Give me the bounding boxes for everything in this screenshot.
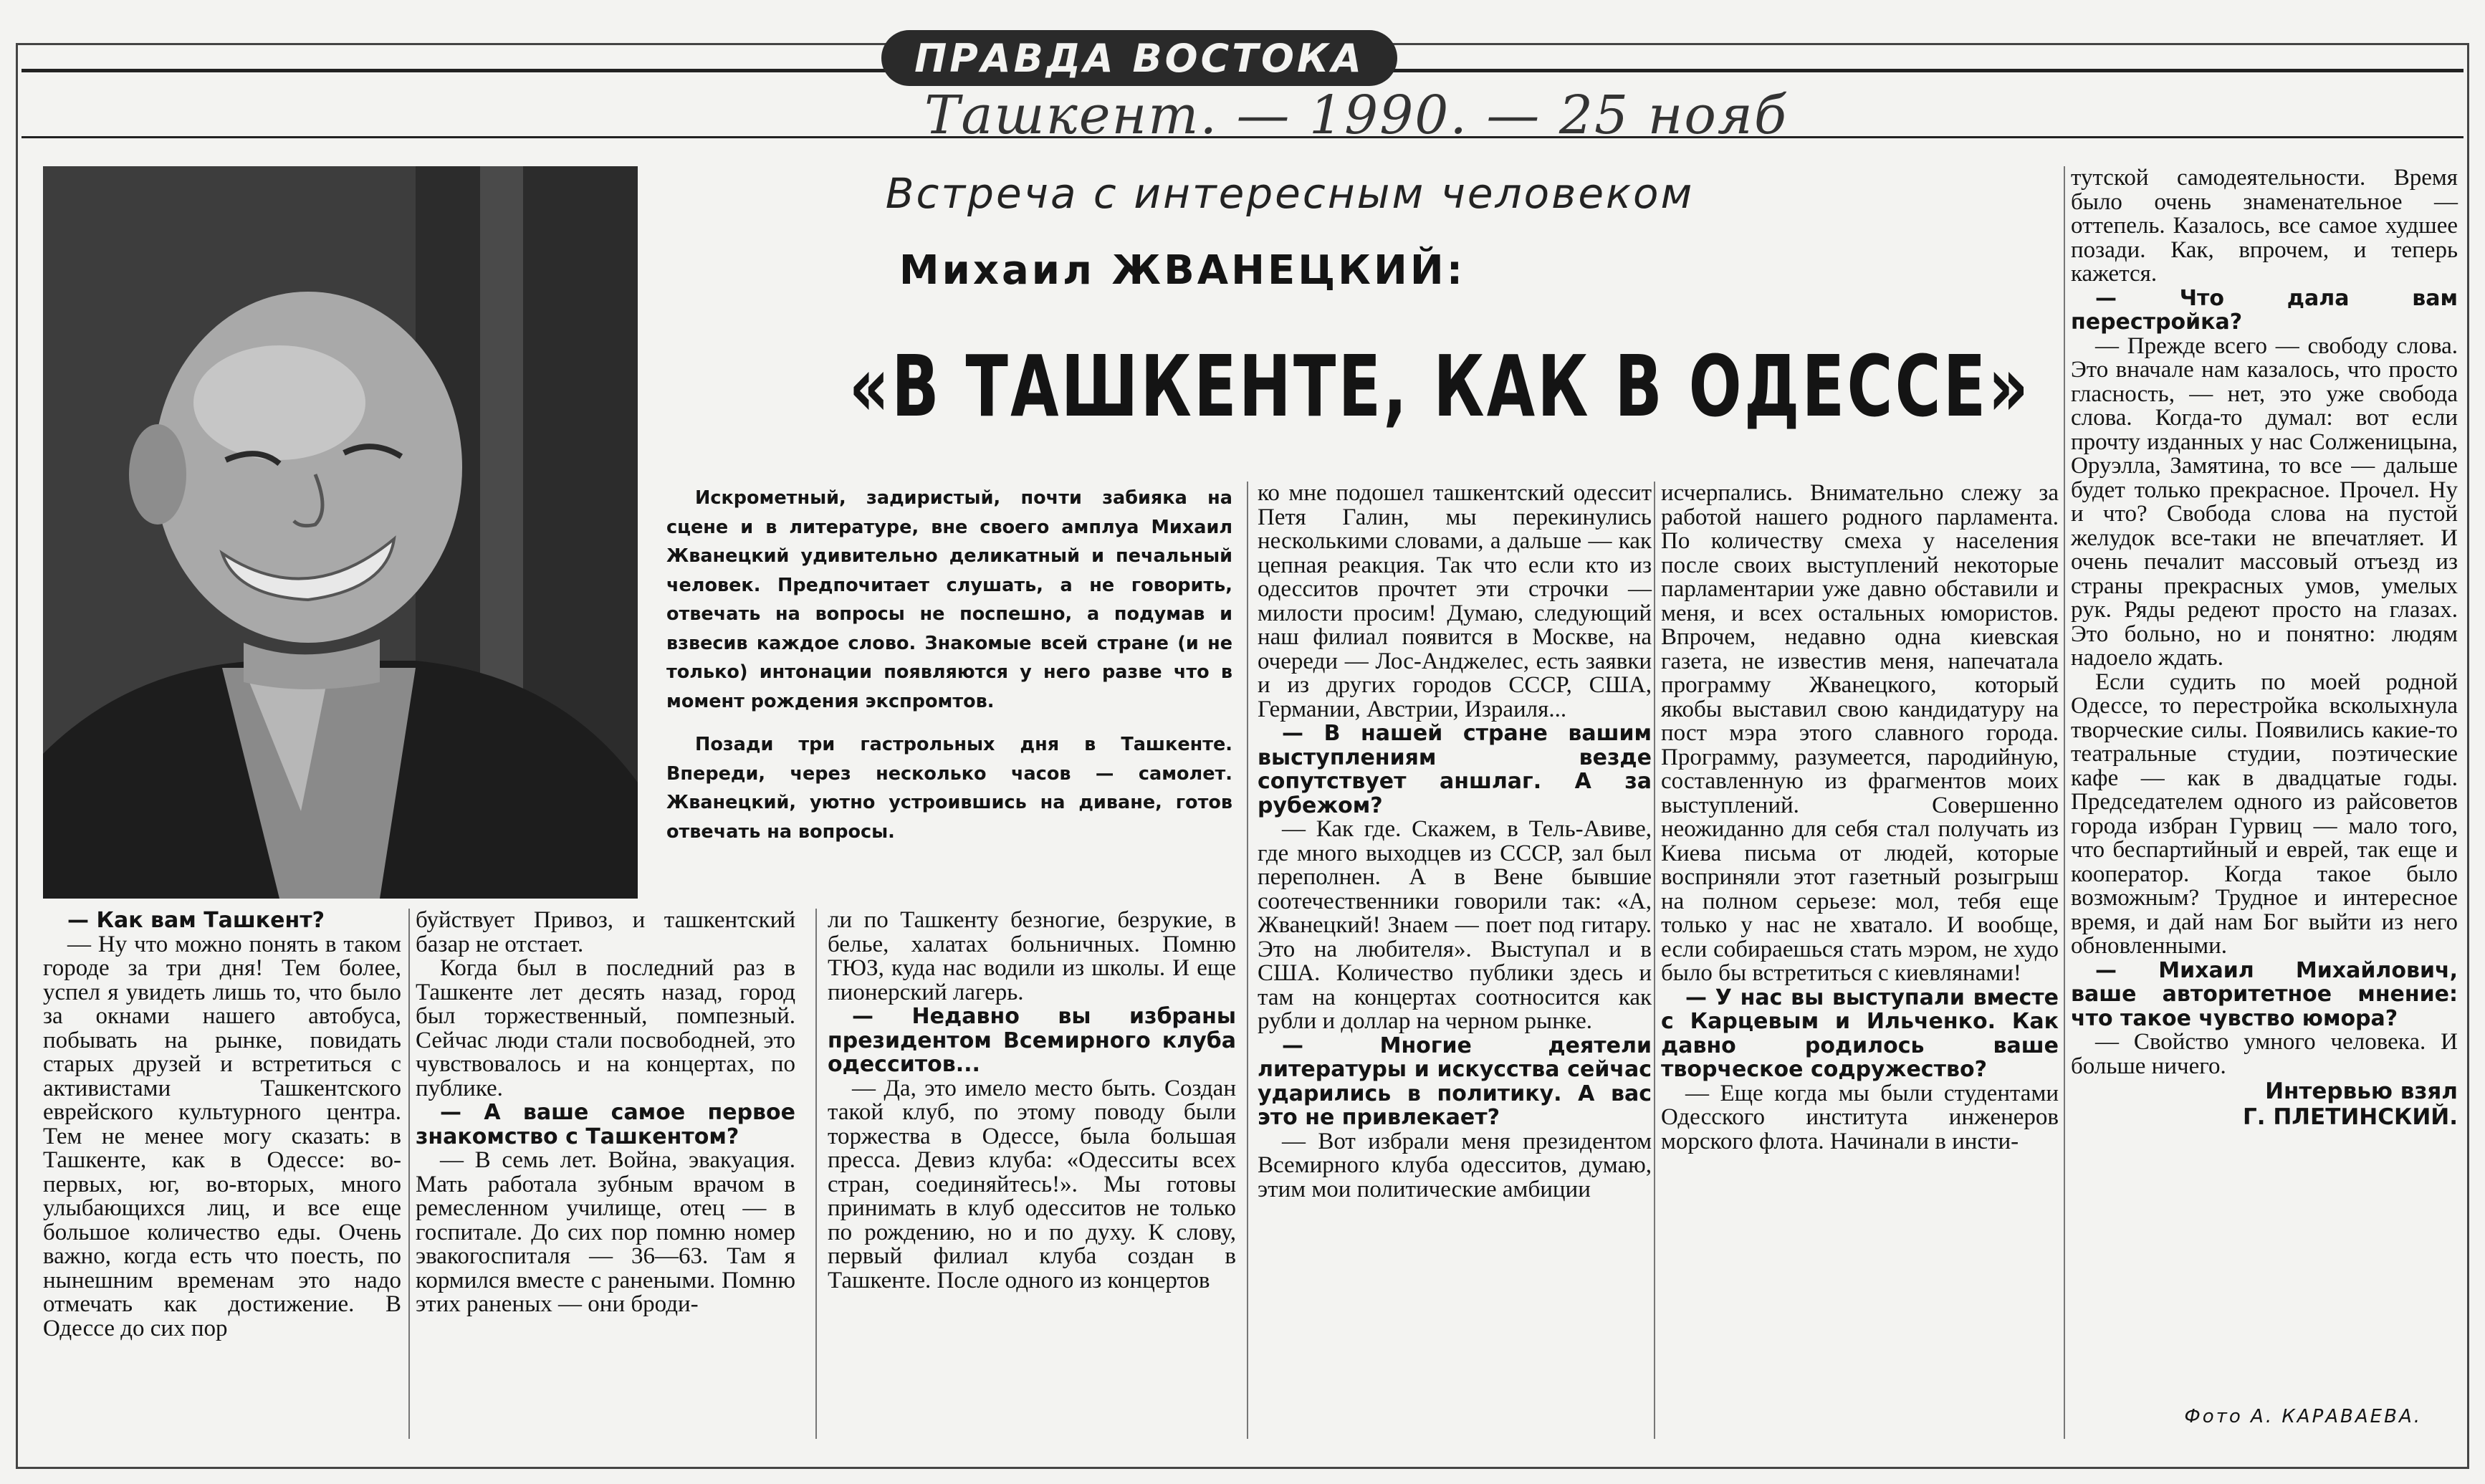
article-column-6 <box>2071 166 2458 1130</box>
interviewee-name: Михаил ЖВАНЕЦКИЙ: <box>899 247 1466 294</box>
article-column-2 <box>416 909 795 1317</box>
question: — Что дала вам перестройка? <box>2071 285 2458 335</box>
column-rule <box>815 909 817 1439</box>
lead-paragraph: Искрометный, задиристый, почти забияка на сцене и в литературе, вне своего амплуа Михаил Жванецкий удивительно деликатный и печальный человек. Предпочитает слушать, а не говорить, отвечать на вопросы не поспешно, а подумав и взвесив каждое слово. Знакомые всей стране (и не только) интонации появляются у него разве что в момент рождения экспромтов. <box>666 487 1232 712</box>
handwritten-date-note: Ташкент. — 1990. — 25 нояб <box>924 85 1789 146</box>
interviewer-signature <box>2071 1078 2458 1130</box>
answer: — Прежде всего — свободу слова. Это вначале нам казалось, что просто гласность, — нет, это уже свобода слова. Когда-то думал: вот если прочту изданных у нас Солженицына, Оруэлла, Замятина, то все — дальше будет только прекрасное. Прочел. Ну и что? Свобода слова на пустой желудок все-таки не впечатляет. И очень печалит массовый отъезд из страны прекрасных умов, умелых рук. Ряды редеют просто на глазах. Это больно, но и понятно: людям надоело ждать. <box>2071 332 2458 671</box>
answer: буйствует Привоз, и ташкентский базар не отстает. <box>416 907 795 957</box>
article-column-4 <box>1258 482 1652 1202</box>
headline: «В ТАШКЕНТЕ, КАК В ОДЕССЕ» <box>848 337 2031 436</box>
question: — А ваше самое первое знакомство с Ташкентом? <box>416 1100 795 1149</box>
top-rule <box>21 136 2464 138</box>
masthead-title: ПРАВДА ВОСТОКА <box>914 35 1364 81</box>
answer: ко мне подошел ташкентский одессит Петя Галин, мы перекинулись несколькими словами, а дальше — как цепная реакция. Так что если кто из одесситов прочтет эти строчки — милости просим! Думаю, следующий наш филиал появится в Москве, на очереди — Лос-Анджелес, есть заявки и из других городов СССР, США, Германии, Австрии, Израиля... <box>1258 480 1652 722</box>
question: — У нас вы выступали вместе с Карцевым и Ильченко. Как давно родилось ваше творческое содружество? <box>1661 985 2059 1082</box>
lead-paragraph: Позади три гастрольных дня в Ташкенте. Впереди, через несколько часов — самолет. Жванецкий, уютно устроившись на диване, готов отвечать на вопросы. <box>666 734 1232 843</box>
question: — В нашей стране вашим выступлениям везде сопутствует аншлаг. А за рубежом? <box>1258 721 1652 818</box>
answer: — Еще когда мы были студентами Одесского института инженеров морского флота. Начинали в инсти- <box>1661 1080 2059 1154</box>
answer: — Да, это имело место быть. Создан такой клуб, по этому поводу были торжества в Одессе, была большая пресса. Девиз клуба: «Одесситы всех стран, соединяйтесь!». Мы готовы принимать в клуб одесситов не только по рождению, но и по духу. К слову, первый филиал клуба создан в Ташкенте. После одного из концертов <box>828 1075 1236 1293</box>
column-rule <box>1654 482 1655 1439</box>
answer: — Свойство умного человека. И больше ничего. <box>2071 1029 2458 1079</box>
answer: Когда был в последний раз в Ташкенте лет десять назад, город был торжественный, помпезный. Сейчас люди стали посвободней, это чувствовалось и на концертах, по публике. <box>416 955 795 1101</box>
answer: — В семь лет. Война, эвакуация. Мать работала зубным врачом в ремесленном училище, отец — в госпитале. До сих пор помню номер эвакогоспиталя — 36—63. Там я кормился вместе с ранеными. Помню этих раненых — они броди- <box>416 1147 795 1317</box>
answer: — Ну что можно понять в таком городе за три дня! Тем более, успел я увидеть лишь то, что было за окнами нашего автобуса, побывать на рынке, повидать старых друзей и встретиться с активистами Ташкентского еврейского культурного центра. Тем не менее могу сказать: в Ташкенте, как в Одессе: во-первых, юг, во-вторых, много улыбающихся лиц, и все еще большое количество еды. Очень важно, когда есть что поесть, по нынешним временам это надо отмечать как достижение. В Одессе до сих пор <box>43 931 401 1341</box>
answer: — Вот избрали меня президентом Всемирного клуба одесситов, думаю, этим мои политические амбиции <box>1258 1128 1652 1202</box>
photo-credit: Фото А. КАРАВАЕВА. <box>2184 1406 2422 1427</box>
question: — Михаил Михайлович, ваше авторитетное мнение: что такое чувство юмора? <box>2071 957 2458 1031</box>
portrait-photo <box>43 166 638 899</box>
article-column-3 <box>828 909 1236 1293</box>
answer: тутской самодеятельности. Время было очень знаменательное — оттепель. Казалось, все самое худшее позади. Как, впрочем, и теперь кажется. <box>2071 165 2458 287</box>
column-rule <box>1247 482 1248 1439</box>
answer: ли по Ташкенту безногие, безрукие, в белье, халатах больничных. Помню ТЮЗ, куда нас водили из школы. И еще пионерский лагерь. <box>828 907 1236 1005</box>
lead-paragraphs <box>666 484 1232 861</box>
column-rule <box>2064 166 2065 1439</box>
answer: — Как где. Скажем, в Тель-Авиве, где много выходцев из СССР, зал был переполнен. А в Вене бывшие соотечественники говорили так: «А, Жванецкий! Знаем — поет под гитару. Это на любителя». Выступал и в США. Количество публики здесь и там на концертах соотносится как рубли и доллар на черном рынке. <box>1258 816 1652 1034</box>
question: — Как вам Ташкент? <box>67 908 325 933</box>
rubric: Встреча с интересным человеком <box>885 169 1695 218</box>
portrait-drawing <box>43 166 638 899</box>
question: — Многие деятели литературы и искусства сейчас ударились в политику. А вас это не привлекает? <box>1258 1033 1652 1130</box>
signature-line: Интервью взял <box>2265 1078 2458 1104</box>
question: — Недавно вы избраны президентом Всемирного клуба одесситов... <box>828 1004 1236 1077</box>
article-column-1 <box>43 909 401 1341</box>
masthead-banner <box>881 30 1397 86</box>
article-column-5 <box>1661 482 2059 1154</box>
column-rule <box>408 909 410 1439</box>
answer: Если судить по моей родной Одессе, то перестройка всколыхнула творческие силы. Появились какие-то театральные студии, поэтические кафе — как в двадцатые годы. Председателем одного из райсоветов города избран Гурвиц — мало того, что беспартийный и еврей, так еще и кооператор. Когда такое было возможным? Трудное и интересное время, и дай нам Бог выйти из него обновленными. <box>2071 669 2458 959</box>
interviewer-name: Г. ПЛЕТИНСКИЙ. <box>2243 1104 2458 1130</box>
answer: исчерпались. Внимательно слежу за работой нашего родного парламента. По количеству смеха у населения после своих выступлений некоторые парламентарии уже давно обставили и меня, и всех остальных юмористов. Впрочем, недавно одна киевская газета, не известив меня, напечатала программу Жванецкого, который якобы выставил свою кандидатуру на пост мэра этого славного города. Программу, разумеется, пародийную, составленную из фрагментов моих выступлений. Совершенно неожиданно для себя стал получать из Киева письма от людей, которые восприняли этот газетный розыгрыш на полном серьезе: мол, тебя еще только у нас не хватало. И вообще, если собираешься стать мэром, не худо было бы встретиться с киевлянами! <box>1661 480 2059 986</box>
